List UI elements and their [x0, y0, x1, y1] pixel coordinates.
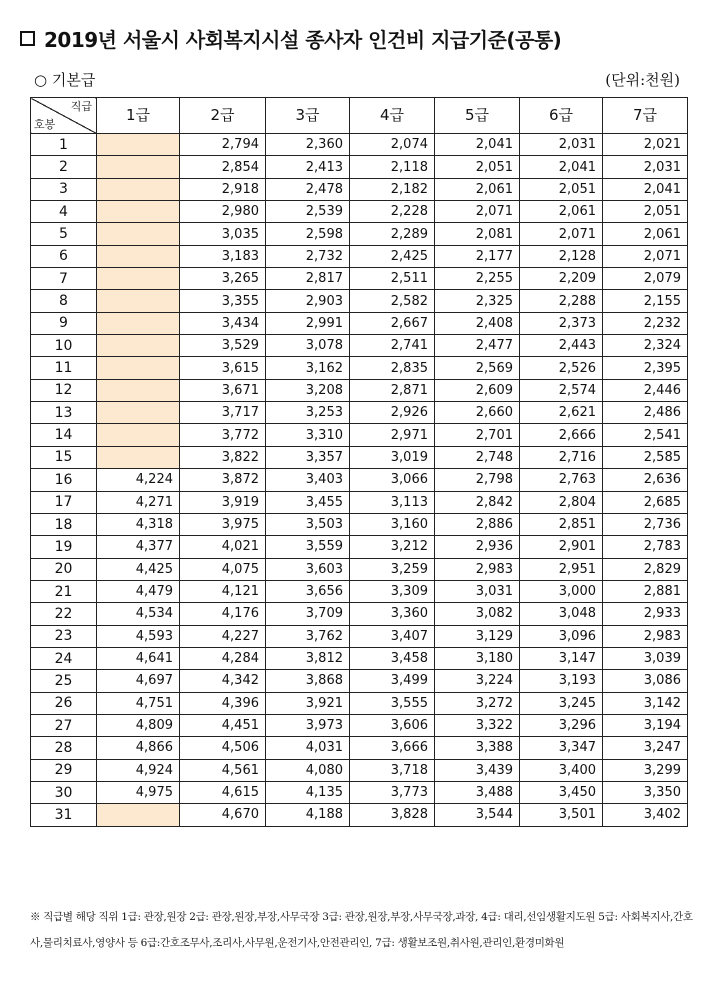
- salary-cell: 3,499: [350, 670, 435, 692]
- salary-cell: 4,641: [97, 647, 180, 669]
- salary-table: [30, 97, 688, 827]
- salary-cell: 3,403: [266, 469, 350, 491]
- empty-cell: [97, 446, 180, 468]
- column-header: 5급: [435, 98, 520, 134]
- empty-cell: [97, 290, 180, 312]
- step-cell: 31: [31, 804, 97, 826]
- salary-cell: 2,255: [435, 268, 520, 290]
- salary-cell: 2,081: [435, 223, 520, 245]
- step-cell: 12: [31, 379, 97, 401]
- salary-cell: 2,051: [520, 178, 603, 200]
- salary-cell: 4,021: [180, 536, 266, 558]
- salary-cell: 3,035: [180, 223, 266, 245]
- salary-cell: 2,118: [350, 156, 435, 178]
- salary-cell: 2,228: [350, 201, 435, 223]
- table-row: [31, 692, 688, 714]
- table-body: [31, 134, 688, 827]
- salary-cell: 3,921: [266, 692, 350, 714]
- step-cell: 16: [31, 469, 97, 491]
- salary-cell: 2,425: [350, 245, 435, 267]
- empty-cell: [97, 424, 180, 446]
- salary-cell: 3,709: [266, 603, 350, 625]
- table-row: [31, 781, 688, 803]
- salary-cell: 3,048: [520, 603, 603, 625]
- step-cell: 23: [31, 625, 97, 647]
- salary-cell: 3,347: [520, 737, 603, 759]
- table-row: [31, 647, 688, 669]
- step-cell: 29: [31, 759, 97, 781]
- table-row: [31, 804, 688, 826]
- step-cell: 22: [31, 603, 97, 625]
- salary-cell: 2,854: [180, 156, 266, 178]
- step-cell: 4: [31, 201, 97, 223]
- salary-cell: 2,477: [435, 335, 520, 357]
- empty-cell: [97, 312, 180, 334]
- empty-cell: [97, 201, 180, 223]
- salary-cell: 2,051: [603, 201, 688, 223]
- salary-cell: 3,559: [266, 536, 350, 558]
- step-cell: 6: [31, 245, 97, 267]
- step-cell: 18: [31, 513, 97, 535]
- empty-cell: [97, 379, 180, 401]
- corner-step-label: 호봉: [34, 118, 56, 131]
- salary-cell: 3,357: [266, 446, 350, 468]
- table-row: [31, 357, 688, 379]
- salary-cell: 4,534: [97, 603, 180, 625]
- salary-cell: 2,071: [603, 245, 688, 267]
- step-cell: 24: [31, 647, 97, 669]
- salary-cell: 4,224: [97, 469, 180, 491]
- table-row: [31, 714, 688, 736]
- salary-cell: 2,871: [350, 379, 435, 401]
- empty-cell: [97, 134, 180, 156]
- salary-cell: 2,574: [520, 379, 603, 401]
- section-subtitle: ○ 기본급: [34, 71, 96, 89]
- step-cell: 11: [31, 357, 97, 379]
- table-row: [31, 580, 688, 602]
- salary-cell: 2,079: [603, 268, 688, 290]
- salary-cell: 2,701: [435, 424, 520, 446]
- salary-cell: 2,901: [520, 536, 603, 558]
- salary-cell: 3,666: [350, 737, 435, 759]
- column-header: 7급: [603, 98, 688, 134]
- salary-cell: 2,289: [350, 223, 435, 245]
- salary-cell: 4,377: [97, 536, 180, 558]
- step-cell: 27: [31, 714, 97, 736]
- step-cell: 9: [31, 312, 97, 334]
- step-cell: 15: [31, 446, 97, 468]
- table-row: [31, 513, 688, 535]
- salary-cell: 3,000: [520, 580, 603, 602]
- salary-cell: 3,388: [435, 737, 520, 759]
- salary-cell: 2,325: [435, 290, 520, 312]
- salary-cell: 3,439: [435, 759, 520, 781]
- salary-cell: 4,451: [180, 714, 266, 736]
- salary-cell: 2,621: [520, 402, 603, 424]
- salary-cell: 3,224: [435, 670, 520, 692]
- salary-cell: 2,983: [603, 625, 688, 647]
- salary-cell: 4,479: [97, 580, 180, 602]
- empty-cell: [97, 223, 180, 245]
- salary-cell: 3,606: [350, 714, 435, 736]
- salary-cell: 2,051: [435, 156, 520, 178]
- salary-cell: 2,951: [520, 558, 603, 580]
- salary-cell: 2,541: [603, 424, 688, 446]
- salary-cell: 3,458: [350, 647, 435, 669]
- salary-cell: 2,324: [603, 335, 688, 357]
- table-header-row: [31, 98, 688, 134]
- salary-cell: 2,667: [350, 312, 435, 334]
- salary-cell: 3,973: [266, 714, 350, 736]
- salary-cell: 4,561: [180, 759, 266, 781]
- salary-cell: 3,360: [350, 603, 435, 625]
- salary-cell: 2,582: [350, 290, 435, 312]
- salary-cell: 3,350: [603, 781, 688, 803]
- salary-cell: 3,822: [180, 446, 266, 468]
- table-row: [31, 558, 688, 580]
- salary-cell: 2,526: [520, 357, 603, 379]
- salary-cell: 2,983: [435, 558, 520, 580]
- salary-cell: 3,113: [350, 491, 435, 513]
- salary-cell: 2,741: [350, 335, 435, 357]
- salary-cell: 3,656: [266, 580, 350, 602]
- salary-cell: 3,828: [350, 804, 435, 826]
- salary-cell: 3,162: [266, 357, 350, 379]
- salary-cell: 4,506: [180, 737, 266, 759]
- salary-cell: 2,971: [350, 424, 435, 446]
- salary-cell: 2,041: [603, 178, 688, 200]
- footnote: ※ 직급별 해당 직위 1급: 관장,원장 2급: 관장,원장,부장,사무국장 3급: 관장,원장,부장,사무국장,과장, 4급: 대리,선임생활지도원 5급: 사회복지사,간호사,물리치료사,영양사 등 6급:간호조무사,조리사,사무원,운전기사,안전관리인, 7급: 생활보조원,취사원,관리인,환경미화원: [30, 911, 693, 949]
- empty-cell: [97, 402, 180, 424]
- salary-cell: 2,609: [435, 379, 520, 401]
- salary-cell: 2,798: [435, 469, 520, 491]
- salary-cell: 3,402: [603, 804, 688, 826]
- step-cell: 14: [31, 424, 97, 446]
- salary-cell: 3,086: [603, 670, 688, 692]
- empty-cell: [97, 156, 180, 178]
- column-header: 3급: [266, 98, 350, 134]
- salary-cell: 4,670: [180, 804, 266, 826]
- salary-cell: 2,804: [520, 491, 603, 513]
- salary-cell: 2,881: [603, 580, 688, 602]
- column-header: 1급: [97, 98, 180, 134]
- salary-cell: 2,636: [603, 469, 688, 491]
- salary-cell: 3,717: [180, 402, 266, 424]
- salary-cell: 4,284: [180, 647, 266, 669]
- table-row: [31, 290, 688, 312]
- salary-cell: 3,031: [435, 580, 520, 602]
- salary-cell: 2,933: [603, 603, 688, 625]
- salary-cell: 3,180: [435, 647, 520, 669]
- salary-cell: 4,751: [97, 692, 180, 714]
- salary-cell: 4,318: [97, 513, 180, 535]
- salary-cell: 3,400: [520, 759, 603, 781]
- salary-cell: 4,031: [266, 737, 350, 759]
- salary-cell: 3,773: [350, 781, 435, 803]
- step-cell: 3: [31, 178, 97, 200]
- salary-cell: 2,031: [603, 156, 688, 178]
- table-row: [31, 670, 688, 692]
- salary-cell: 3,310: [266, 424, 350, 446]
- corner-grade-label: 직급: [70, 100, 92, 113]
- empty-cell: [97, 357, 180, 379]
- salary-cell: 2,061: [603, 223, 688, 245]
- salary-cell: 3,194: [603, 714, 688, 736]
- table-row: [31, 469, 688, 491]
- salary-cell: 3,019: [350, 446, 435, 468]
- empty-cell: [97, 804, 180, 826]
- salary-cell: 3,299: [603, 759, 688, 781]
- salary-cell: 2,074: [350, 134, 435, 156]
- salary-cell: 2,716: [520, 446, 603, 468]
- salary-cell: 2,478: [266, 178, 350, 200]
- salary-cell: 3,529: [180, 335, 266, 357]
- salary-cell: 2,835: [350, 357, 435, 379]
- table-row: [31, 223, 688, 245]
- salary-cell: 4,121: [180, 580, 266, 602]
- table-row: [31, 491, 688, 513]
- salary-cell: 3,259: [350, 558, 435, 580]
- salary-cell: 2,061: [435, 178, 520, 200]
- salary-cell: 3,503: [266, 513, 350, 535]
- step-cell: 10: [31, 335, 97, 357]
- table-row: [31, 379, 688, 401]
- table-row: [31, 737, 688, 759]
- salary-cell: 3,096: [520, 625, 603, 647]
- salary-cell: 3,671: [180, 379, 266, 401]
- step-cell: 26: [31, 692, 97, 714]
- table-row: [31, 759, 688, 781]
- salary-cell: 4,593: [97, 625, 180, 647]
- salary-cell: 2,486: [603, 402, 688, 424]
- salary-cell: 2,413: [266, 156, 350, 178]
- salary-cell: 3,265: [180, 268, 266, 290]
- salary-cell: 2,209: [520, 268, 603, 290]
- step-cell: 20: [31, 558, 97, 580]
- step-cell: 19: [31, 536, 97, 558]
- salary-cell: 2,232: [603, 312, 688, 334]
- salary-cell: 2,569: [435, 357, 520, 379]
- salary-cell: 3,762: [266, 625, 350, 647]
- salary-cell: 4,615: [180, 781, 266, 803]
- salary-cell: 2,360: [266, 134, 350, 156]
- salary-cell: 3,975: [180, 513, 266, 535]
- salary-cell: 2,685: [603, 491, 688, 513]
- salary-cell: 3,544: [435, 804, 520, 826]
- salary-cell: 2,851: [520, 513, 603, 535]
- step-cell: 5: [31, 223, 97, 245]
- salary-cell: 2,736: [603, 513, 688, 535]
- salary-cell: 4,396: [180, 692, 266, 714]
- salary-cell: 4,075: [180, 558, 266, 580]
- step-cell: 28: [31, 737, 97, 759]
- salary-cell: 3,245: [520, 692, 603, 714]
- column-header: 2급: [180, 98, 266, 134]
- salary-cell: 3,147: [520, 647, 603, 669]
- salary-cell: 4,809: [97, 714, 180, 736]
- salary-cell: 2,031: [520, 134, 603, 156]
- step-cell: 30: [31, 781, 97, 803]
- salary-cell: 4,866: [97, 737, 180, 759]
- salary-cell: 2,980: [180, 201, 266, 223]
- salary-cell: 2,748: [435, 446, 520, 468]
- salary-cell: 3,208: [266, 379, 350, 401]
- salary-cell: 2,842: [435, 491, 520, 513]
- salary-cell: 4,425: [97, 558, 180, 580]
- salary-cell: 3,450: [520, 781, 603, 803]
- salary-cell: 3,355: [180, 290, 266, 312]
- salary-cell: 2,829: [603, 558, 688, 580]
- salary-cell: 3,407: [350, 625, 435, 647]
- salary-cell: 2,395: [603, 357, 688, 379]
- salary-cell: 4,975: [97, 781, 180, 803]
- salary-cell: 4,176: [180, 603, 266, 625]
- salary-cell: 2,071: [520, 223, 603, 245]
- salary-cell: 2,783: [603, 536, 688, 558]
- salary-cell: 4,342: [180, 670, 266, 692]
- step-cell: 8: [31, 290, 97, 312]
- salary-cell: 3,615: [180, 357, 266, 379]
- empty-cell: [97, 245, 180, 267]
- salary-cell: 2,918: [180, 178, 266, 200]
- table-row: [31, 446, 688, 468]
- salary-cell: 3,501: [520, 804, 603, 826]
- salary-cell: 3,066: [350, 469, 435, 491]
- salary-cell: 3,919: [180, 491, 266, 513]
- salary-cell: 2,041: [435, 134, 520, 156]
- salary-cell: 3,603: [266, 558, 350, 580]
- step-cell: 1: [31, 134, 97, 156]
- salary-cell: 4,227: [180, 625, 266, 647]
- empty-cell: [97, 178, 180, 200]
- table-row: [31, 625, 688, 647]
- salary-cell: 2,041: [520, 156, 603, 178]
- salary-cell: 4,135: [266, 781, 350, 803]
- salary-cell: 2,408: [435, 312, 520, 334]
- table-row: [31, 156, 688, 178]
- salary-cell: 2,155: [603, 290, 688, 312]
- salary-cell: 2,732: [266, 245, 350, 267]
- table-row: [31, 201, 688, 223]
- salary-cell: 2,794: [180, 134, 266, 156]
- salary-cell: 3,812: [266, 647, 350, 669]
- salary-cell: 2,511: [350, 268, 435, 290]
- salary-cell: 2,886: [435, 513, 520, 535]
- salary-cell: 2,817: [266, 268, 350, 290]
- salary-cell: 3,183: [180, 245, 266, 267]
- salary-cell: 2,903: [266, 290, 350, 312]
- salary-cell: 3,772: [180, 424, 266, 446]
- salary-cell: 3,488: [435, 781, 520, 803]
- table-row: [31, 134, 688, 156]
- salary-cell: 2,763: [520, 469, 603, 491]
- salary-cell: 2,926: [350, 402, 435, 424]
- step-cell: 17: [31, 491, 97, 513]
- table-corner-cell: [31, 98, 97, 134]
- step-cell: 25: [31, 670, 97, 692]
- salary-cell: 2,071: [435, 201, 520, 223]
- empty-cell: [97, 335, 180, 357]
- step-cell: 21: [31, 580, 97, 602]
- salary-cell: 2,177: [435, 245, 520, 267]
- table-row: [31, 536, 688, 558]
- salary-cell: 4,188: [266, 804, 350, 826]
- step-cell: 13: [31, 402, 97, 424]
- salary-cell: 3,193: [520, 670, 603, 692]
- salary-cell: 4,080: [266, 759, 350, 781]
- salary-cell: 3,253: [266, 402, 350, 424]
- salary-cell: 3,868: [266, 670, 350, 692]
- salary-cell: 3,039: [603, 647, 688, 669]
- salary-cell: 2,128: [520, 245, 603, 267]
- salary-cell: 3,078: [266, 335, 350, 357]
- step-cell: 2: [31, 156, 97, 178]
- step-cell: 7: [31, 268, 97, 290]
- salary-cell: 3,455: [266, 491, 350, 513]
- salary-cell: 3,142: [603, 692, 688, 714]
- salary-cell: 4,924: [97, 759, 180, 781]
- table-row: [31, 402, 688, 424]
- checkbox-icon: [20, 31, 35, 46]
- salary-cell: 2,443: [520, 335, 603, 357]
- salary-cell: 3,247: [603, 737, 688, 759]
- salary-cell: 3,322: [435, 714, 520, 736]
- salary-cell: 3,129: [435, 625, 520, 647]
- document-title-text: 2019년 서울시 사회복지시설 종사자 인건비 지급기준(공통): [44, 28, 562, 52]
- salary-cell: 2,991: [266, 312, 350, 334]
- salary-cell: 3,872: [180, 469, 266, 491]
- salary-cell: 3,212: [350, 536, 435, 558]
- salary-cell: 2,539: [266, 201, 350, 223]
- salary-cell: 2,182: [350, 178, 435, 200]
- salary-cell: 2,585: [603, 446, 688, 468]
- salary-cell: 3,309: [350, 580, 435, 602]
- salary-cell: 2,598: [266, 223, 350, 245]
- salary-cell: 4,697: [97, 670, 180, 692]
- salary-cell: 3,296: [520, 714, 603, 736]
- table-row: [31, 312, 688, 334]
- salary-cell: 3,082: [435, 603, 520, 625]
- table-row: [31, 268, 688, 290]
- salary-cell: 3,555: [350, 692, 435, 714]
- table-row: [31, 424, 688, 446]
- table-row: [31, 245, 688, 267]
- salary-cell: 3,272: [435, 692, 520, 714]
- salary-cell: 2,021: [603, 134, 688, 156]
- document-title: [20, 24, 561, 53]
- salary-cell: 2,666: [520, 424, 603, 446]
- table-row: [31, 335, 688, 357]
- salary-cell: 3,434: [180, 312, 266, 334]
- salary-cell: 3,160: [350, 513, 435, 535]
- salary-cell: 2,446: [603, 379, 688, 401]
- salary-cell: 2,936: [435, 536, 520, 558]
- empty-cell: [97, 268, 180, 290]
- salary-cell: 2,660: [435, 402, 520, 424]
- salary-cell: 2,061: [520, 201, 603, 223]
- unit-label: (단위:천원): [605, 71, 680, 89]
- table-row: [31, 178, 688, 200]
- column-header: 6급: [520, 98, 603, 134]
- salary-cell: 2,373: [520, 312, 603, 334]
- salary-cell: 3,718: [350, 759, 435, 781]
- table-row: [31, 603, 688, 625]
- salary-cell: 2,288: [520, 290, 603, 312]
- salary-cell: 4,271: [97, 491, 180, 513]
- column-header: 4급: [350, 98, 435, 134]
